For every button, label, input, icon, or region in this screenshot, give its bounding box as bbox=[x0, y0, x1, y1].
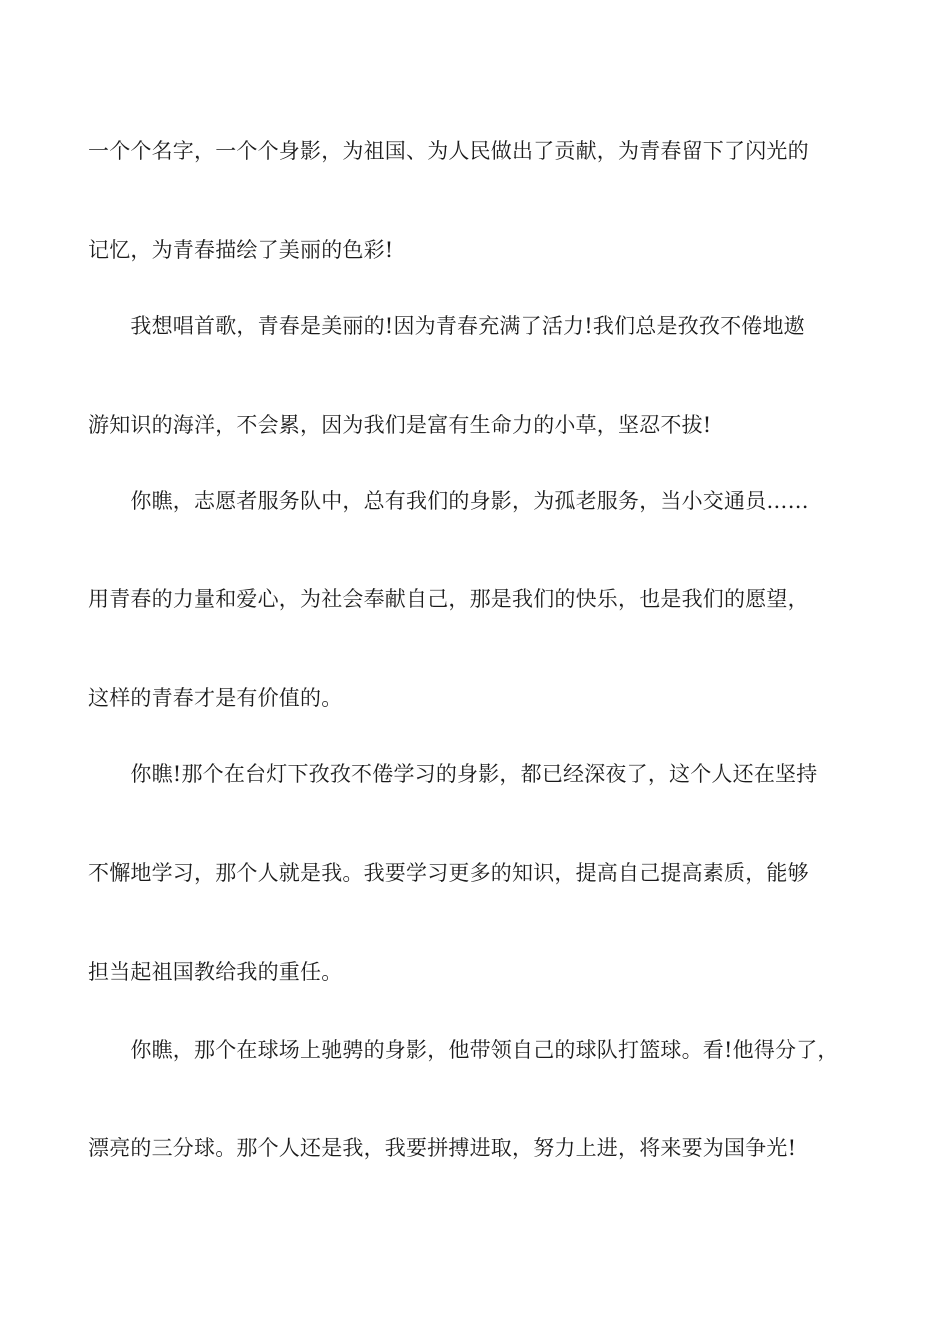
text-line: 这样的青春才是有价值的。 bbox=[88, 686, 343, 710]
text-line: 我想唱首歌，青春是美丽的!因为青春充满了活力!我们总是孜孜不倦地遨 bbox=[88, 314, 805, 338]
text-line: 你瞧!那个在台灯下孜孜不倦学习的身影，都已经深夜了，这个人还在坚持 bbox=[88, 762, 818, 786]
text-line: 记忆，为青春描绘了美丽的色彩! bbox=[88, 238, 394, 262]
text-line: 你瞧，志愿者服务队中，总有我们的身影，为孤老服务，当小交通员…… bbox=[88, 489, 809, 513]
text-line: 用青春的力量和爱心，为社会奉献自己，那是我们的快乐，也是我们的愿望， bbox=[88, 587, 809, 611]
text-line: 游知识的海洋，不会累，因为我们是富有生命力的小草，坚忍不拔! bbox=[88, 413, 712, 437]
text-line: 不懈地学习，那个人就是我。我要学习更多的知识，提高自己提高素质，能够 bbox=[88, 861, 809, 885]
text-line: 担当起祖国教给我的重任。 bbox=[88, 960, 343, 984]
text-line: 漂亮的三分球。那个人还是我，我要拼搏进取，努力上进，将来要为国争光! bbox=[88, 1136, 797, 1160]
text-line: 你瞧，那个在球场上驰骋的身影，他带领自己的球队打篮球。看!他得分了， bbox=[88, 1038, 839, 1062]
text-line: 一个个名字，一个个身影，为祖国、为人民做出了贡献，为青春留下了闪光的 bbox=[88, 139, 809, 163]
